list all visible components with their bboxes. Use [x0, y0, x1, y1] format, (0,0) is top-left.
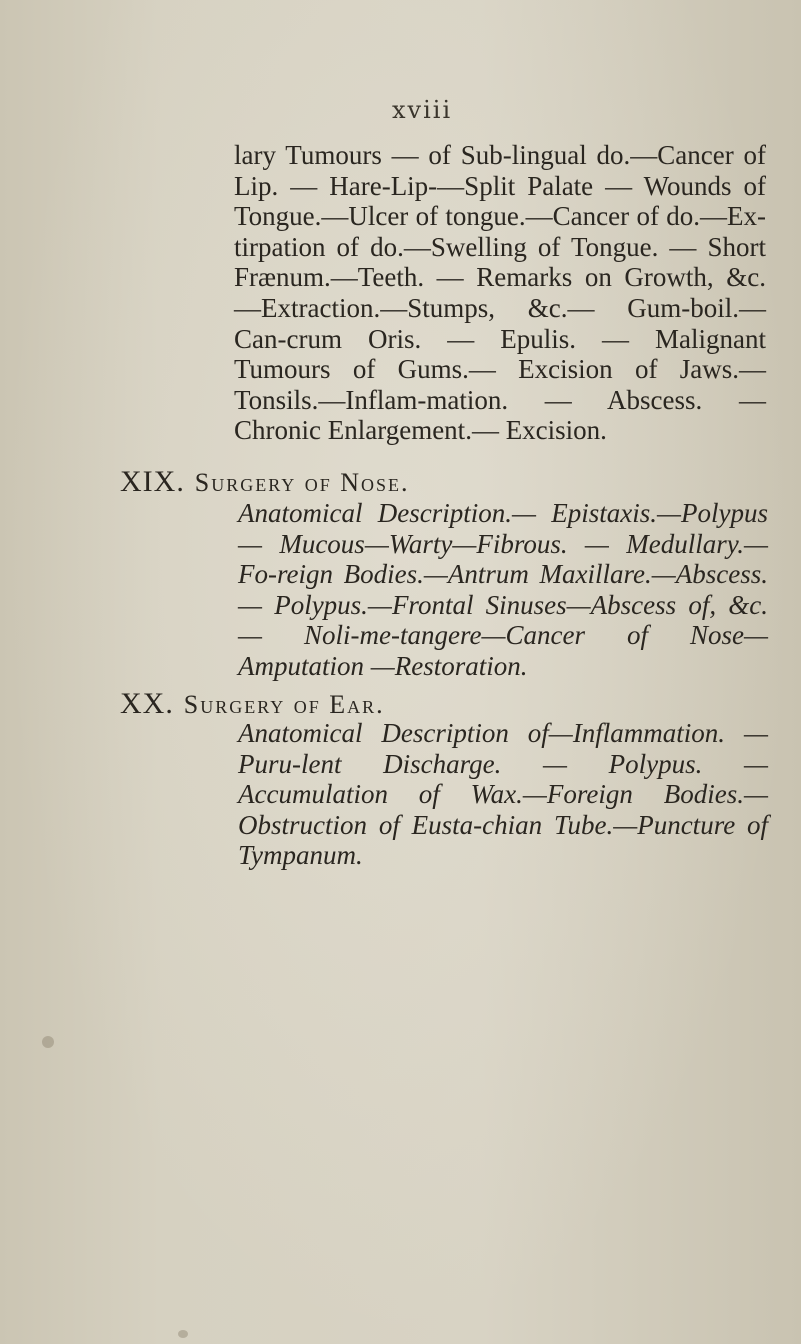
section-numeral: XIX.: [120, 465, 185, 498]
section-heading: [120, 465, 410, 499]
section-title: Surgery of Nose.: [194, 468, 410, 497]
continued-paragraph: lary Tumours — of Sub-lingual do.—Cancer of Lip. — Hare-Lip-—Split Palate — Wounds of Tongue.—Ulcer of tongue.—Cancer of do.—Ex-tirpation of do.—Swelling of Tongue. — Short Frænum.—Teeth. — Remarks on Growth, &c. —Extraction.—Stumps, &c.— Gum-boil.— Can-crum Oris. — Epulis. — Malignant Tumours of Gums.— Excision of Jaws.—Tonsils.—Inflam-mation. — Abscess. — Chronic Enlargement.— Excision.: [234, 140, 766, 446]
paper-spot: [178, 1330, 188, 1338]
page-number: xviii: [392, 96, 453, 124]
section-title: Surgery of Ear.: [183, 690, 385, 719]
section-numeral: XX.: [120, 687, 174, 720]
section-heading: [120, 687, 385, 721]
section-body: Anatomical Description of—Inflammation. — Puru-lent Discharge. — Polypus. — Accumulation of Wax.—Foreign Bodies.—Obstruction of Eusta-chian Tube.—Puncture of Tympanum.: [238, 718, 768, 871]
section-body: Anatomical Description.— Epistaxis.—Polypus — Mucous—Warty—Fibrous. — Medullary.— Fo-reign Bodies.—Antrum Maxillare.—Abscess.— Polypus.—Frontal Sinuses—Abscess of, &c.— Noli-me-tangere—Cancer of Nose—Amputation —Restoration.: [238, 498, 768, 681]
paper-spot: [42, 1036, 54, 1048]
